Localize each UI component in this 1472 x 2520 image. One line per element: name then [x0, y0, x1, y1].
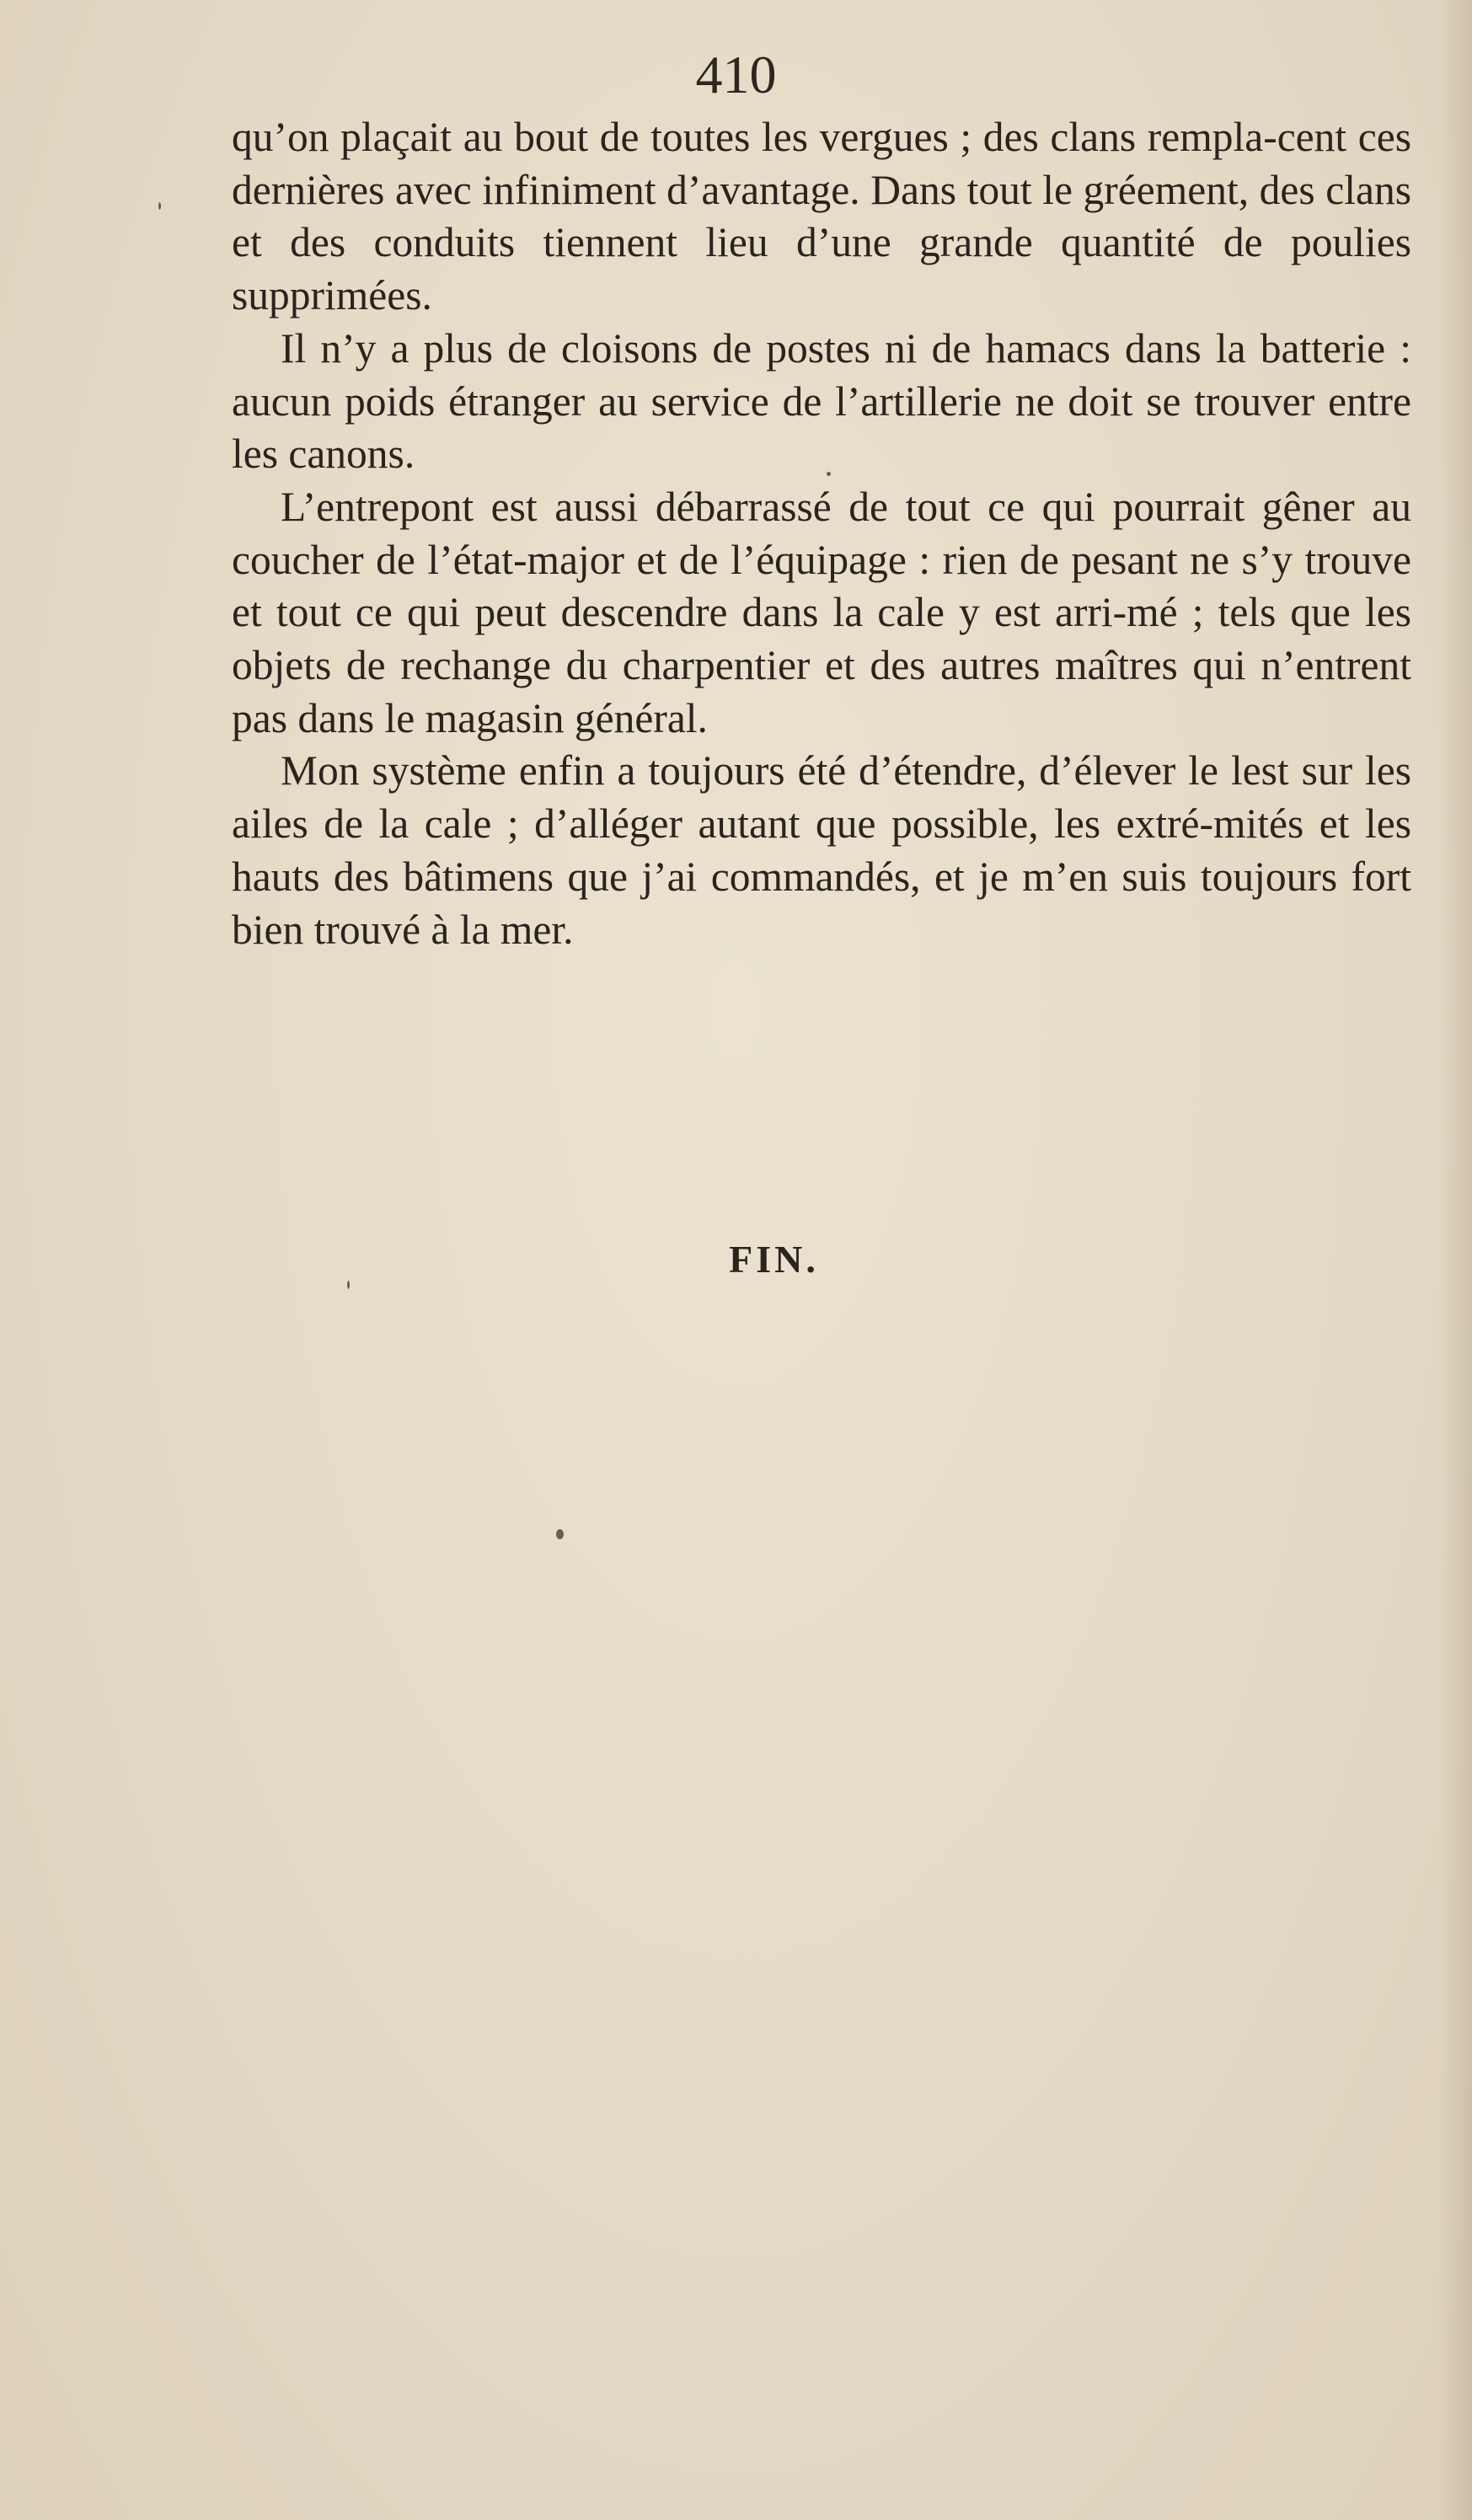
- page-number: 410: [695, 45, 777, 104]
- ink-speck: [556, 1529, 564, 1539]
- ink-speck: [347, 1281, 350, 1289]
- body-text: [232, 111, 1411, 956]
- ink-speck: [827, 472, 831, 476]
- end-mark: FIN.: [729, 1238, 819, 1281]
- paragraph-continuation: qu’on plaçait au bout de toutes les vergues ; des clans rempla-cent ces dernières avec infiniment d’avantage. Dans tout le gréement, des clans et des conduits tiennent lieu d’une grande quantité de poulies supprimées.: [232, 114, 1411, 319]
- ink-speck: [158, 202, 161, 210]
- paragraph-entrepont: L’entrepont est aussi débarrassé de tout ce qui pourrait gêner au coucher de l’état-major et de l’équipage : rien de pesant ne s’y trouve et tout ce qui peut descendre dans la cale y est arri-mé ; tels que les objets de rechange du charpentier et des autres maîtres qui n’entrent pas dans le magasin général.: [232, 483, 1411, 741]
- paragraph-systeme: Mon système enfin a toujours été d’étendre, d’élever le lest sur les ailes de la cale ; d’alléger autant que possible, les extré-mités et les hauts des bâtimens que j’ai commandés, et je m’en suis toujours fort bien trouvé à la mer.: [232, 747, 1411, 953]
- paragraph-batterie: Il n’y a plus de cloisons de postes ni de hamacs dans la batterie : aucun poids étranger au service de l’artillerie ne doit se trouver entre les canons.: [232, 324, 1411, 478]
